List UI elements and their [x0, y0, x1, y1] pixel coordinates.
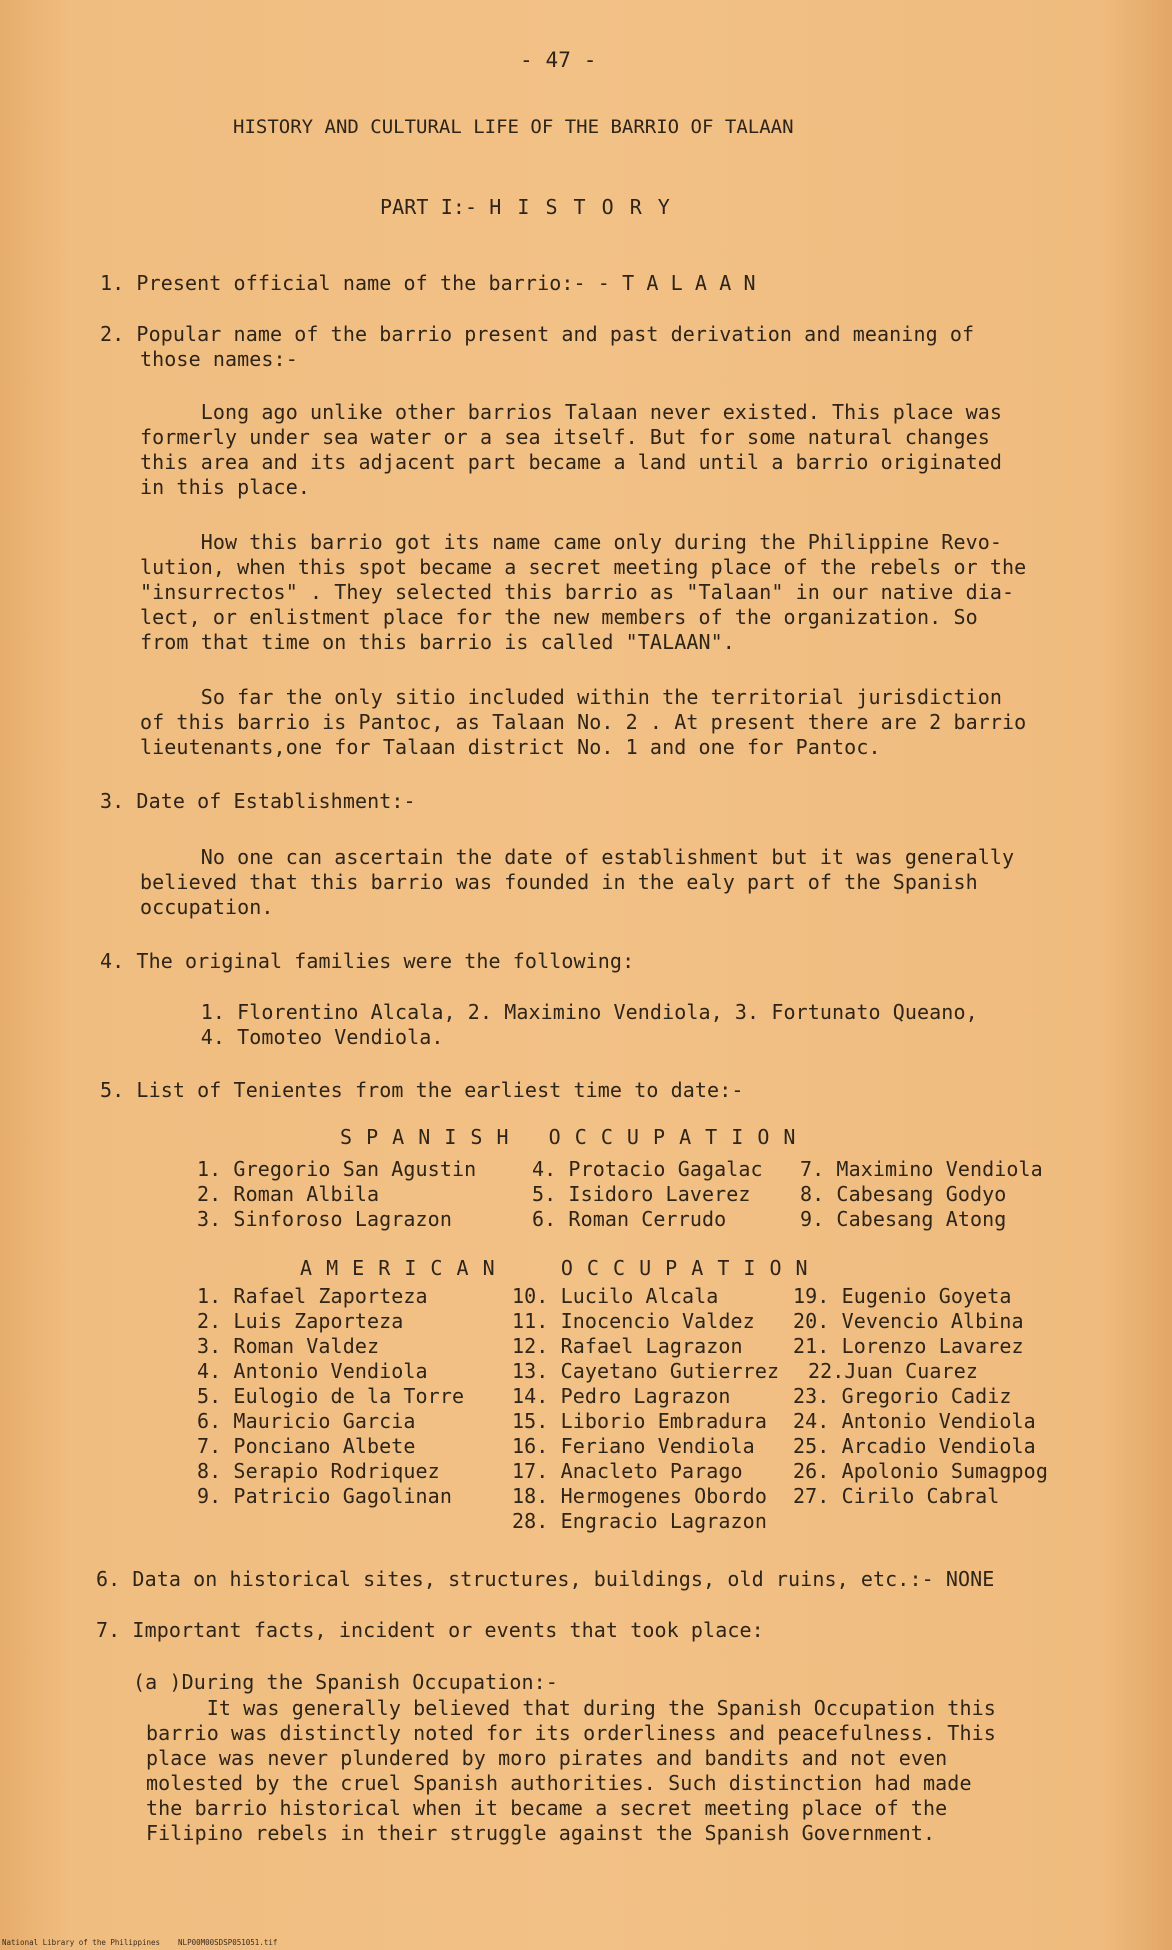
american-teniente: 25. Arcadio Vendiola [793, 1434, 1036, 1458]
american-teniente: 15. Liborio Embradura [512, 1409, 767, 1433]
item-2-para2-line: from that time on this barrio is called "TALAAN". [140, 630, 735, 654]
item-7a-line: Filipino rebels in their struggle against the Spanish Government. [146, 1821, 936, 1845]
item-4-families-line: 1. Florentino Alcala, 2. Maximino Vendiola, 3. Fortunato Queano, [140, 1000, 978, 1024]
american-teniente: 28. Engracio Lagrazon [512, 1509, 767, 1533]
american-teniente: 14. Pedro Lagrazon [512, 1384, 731, 1408]
item-2-para2-line: lect, or enlistment place for the new members of the organization. So [140, 605, 978, 629]
spanish-teniente: 3. Sinforoso Lagrazon [197, 1207, 452, 1231]
american-teniente: 3. Roman Valdez [197, 1334, 380, 1358]
american-teniente: 24. Antonio Vendiola [793, 1409, 1036, 1433]
american-teniente: 2. Luis Zaporteza [197, 1309, 404, 1333]
spanish-teniente: 2. Roman Albila [197, 1182, 380, 1206]
item-2-heading-line1: 2. Popular name of the barrio present and past derivation and meaning of [100, 322, 975, 346]
item-2-para1-line: Long ago unlike other barrios Talaan never existed. This place was [140, 400, 1003, 424]
item-5-heading: 5. List of Tenientes from the earliest time to date:- [100, 1078, 744, 1102]
item-7a-line: barrio was distinctly noted for its orderliness and peacefulness. This [146, 1721, 996, 1745]
item-2-para3-line: lieutenants,one for Talaan district No. 1 and one for Pantoc. [140, 735, 881, 759]
item-1-official-name: 1. Present official name of the barrio:- - T A L A A N [100, 271, 756, 295]
item-4-heading: 4. The original families were the following: [100, 949, 635, 973]
item-2-para2-line: How this barrio got its name came only during the Philippine Revo- [140, 530, 1003, 554]
item-2-para1-line: in this place. [140, 475, 310, 499]
spanish-teniente: 5. Isidoro Laverez [532, 1182, 751, 1206]
american-teniente: 27. Cirilo Cabral [793, 1484, 1000, 1508]
american-teniente: 10. Lucilo Alcala [512, 1284, 719, 1308]
item-2-para3-line: So far the only sitio included within the territorial jurisdiction [140, 685, 1003, 709]
american-teniente: 17. Anacleto Parago [512, 1459, 743, 1483]
part-label: PART I:- [380, 195, 478, 219]
american-teniente: 1. Rafael Zaporteza [197, 1284, 428, 1308]
item-7a-line: It was generally believed that during the Spanish Occupation this [146, 1696, 996, 1720]
american-teniente: 6. Mauricio Garcia [197, 1409, 416, 1433]
american-teniente: 21. Lorenzo Lavarez [793, 1334, 1024, 1358]
american-teniente: 4. Antonio Vendiola [197, 1359, 428, 1383]
item-3-line: believed that this barrio was founded in the ealy part of the Spanish [140, 870, 978, 894]
american-teniente: 9. Patricio Gagolinan [197, 1484, 452, 1508]
footer-file: NLP00M00SDSP051051.tif [178, 1938, 278, 1947]
footer-source: National Library of the Philippines [2, 1938, 161, 1947]
american-teniente: 19. Eugenio Goyeta [793, 1284, 1012, 1308]
american-teniente: 23. Gregorio Cadiz [793, 1384, 1012, 1408]
american-teniente: 26. Apolonio Sumagpog [793, 1459, 1048, 1483]
item-7a-line: the barrio historical when it became a secret meeting place of the [146, 1796, 948, 1820]
item-2-para3-line: of this barrio is Pantoc, as Talaan No. 2 . At present there are 2 barrio [140, 710, 1027, 734]
item-2-para2-line: lution, when this spot became a secret meeting place of the rebels or the [140, 555, 1027, 579]
item-6-historical-sites: 6. Data on historical sites, structures, buildings, old ruins, etc.:- NONE [96, 1567, 995, 1591]
item-7a-line: place was never plundered by moro pirates and bandits and not even [146, 1746, 948, 1770]
item-7a-heading: (a )During the Spanish Occupation:- [133, 1670, 558, 1694]
item-2-heading-line2: those names:- [140, 347, 298, 371]
item-2-para1-line: this area and its adjacent part became a land until a barrio originated [140, 450, 1003, 474]
item-7a-line: molested by the cruel Spanish authorities. Such distinction had made [146, 1771, 972, 1795]
american-teniente: 7. Ponciano Albete [197, 1434, 416, 1458]
american-teniente: 8. Serapio Rodriquez [197, 1459, 440, 1483]
item-3-line: No one can ascertain the date of establishment but it was generally [140, 845, 1015, 869]
item-7-heading: 7. Important facts, incident or events that took place: [96, 1618, 764, 1642]
american-teniente: 13. Cayetano Gutierrez [512, 1359, 780, 1383]
item-2-para2-line: "insurrectos" . They selected this barrio as "Talaan" in our native dia- [140, 580, 1015, 604]
american-teniente: 12. Rafael Lagrazon [512, 1334, 743, 1358]
american-teniente: 20. Vevencio Albina [793, 1309, 1024, 1333]
page-number: - 47 - [520, 48, 597, 72]
american-teniente: 11. Inocencio Valdez [512, 1309, 755, 1333]
american-occupation-heading: A M E R I C A N O C C U P A T I O N [300, 1256, 809, 1280]
spanish-teniente: 7. Maximino Vendiola [800, 1157, 1043, 1181]
item-2-para1-line: formerly under sea water or a sea itself. But for some natural changes [140, 425, 990, 449]
spanish-teniente: 6. Roman Cerrudo [532, 1207, 727, 1231]
scan-footer [2, 1938, 295, 1948]
item-3-line: occupation. [140, 895, 274, 919]
american-teniente: 16. Feriano Vendiola [512, 1434, 755, 1458]
spanish-teniente: 4. Protacio Gagalac [532, 1157, 763, 1181]
spanish-teniente: 1. Gregorio San Agustin [197, 1157, 477, 1181]
item-3-heading: 3. Date of Establishment:- [100, 789, 416, 813]
spanish-occupation-heading: S P A N I S H O C C U P A T I O N [340, 1125, 797, 1149]
american-teniente: 5. Eulogio de la Torre [197, 1384, 465, 1408]
part-heading [380, 195, 672, 220]
item-4-families-line: 4. Tomoteo Vendiola. [140, 1025, 444, 1049]
american-teniente: 18. Hermogenes Obordo [512, 1484, 767, 1508]
document-title: HISTORY AND CULTURAL LIFE OF THE BARRIO OF TALAAN [233, 116, 794, 138]
spanish-teniente: 8. Cabesang Godyo [800, 1182, 1007, 1206]
spanish-teniente: 9. Cabesang Atong [800, 1207, 1007, 1231]
part-name: H I S T O R Y [489, 195, 672, 219]
american-teniente: 22.Juan Cuarez [808, 1359, 978, 1383]
